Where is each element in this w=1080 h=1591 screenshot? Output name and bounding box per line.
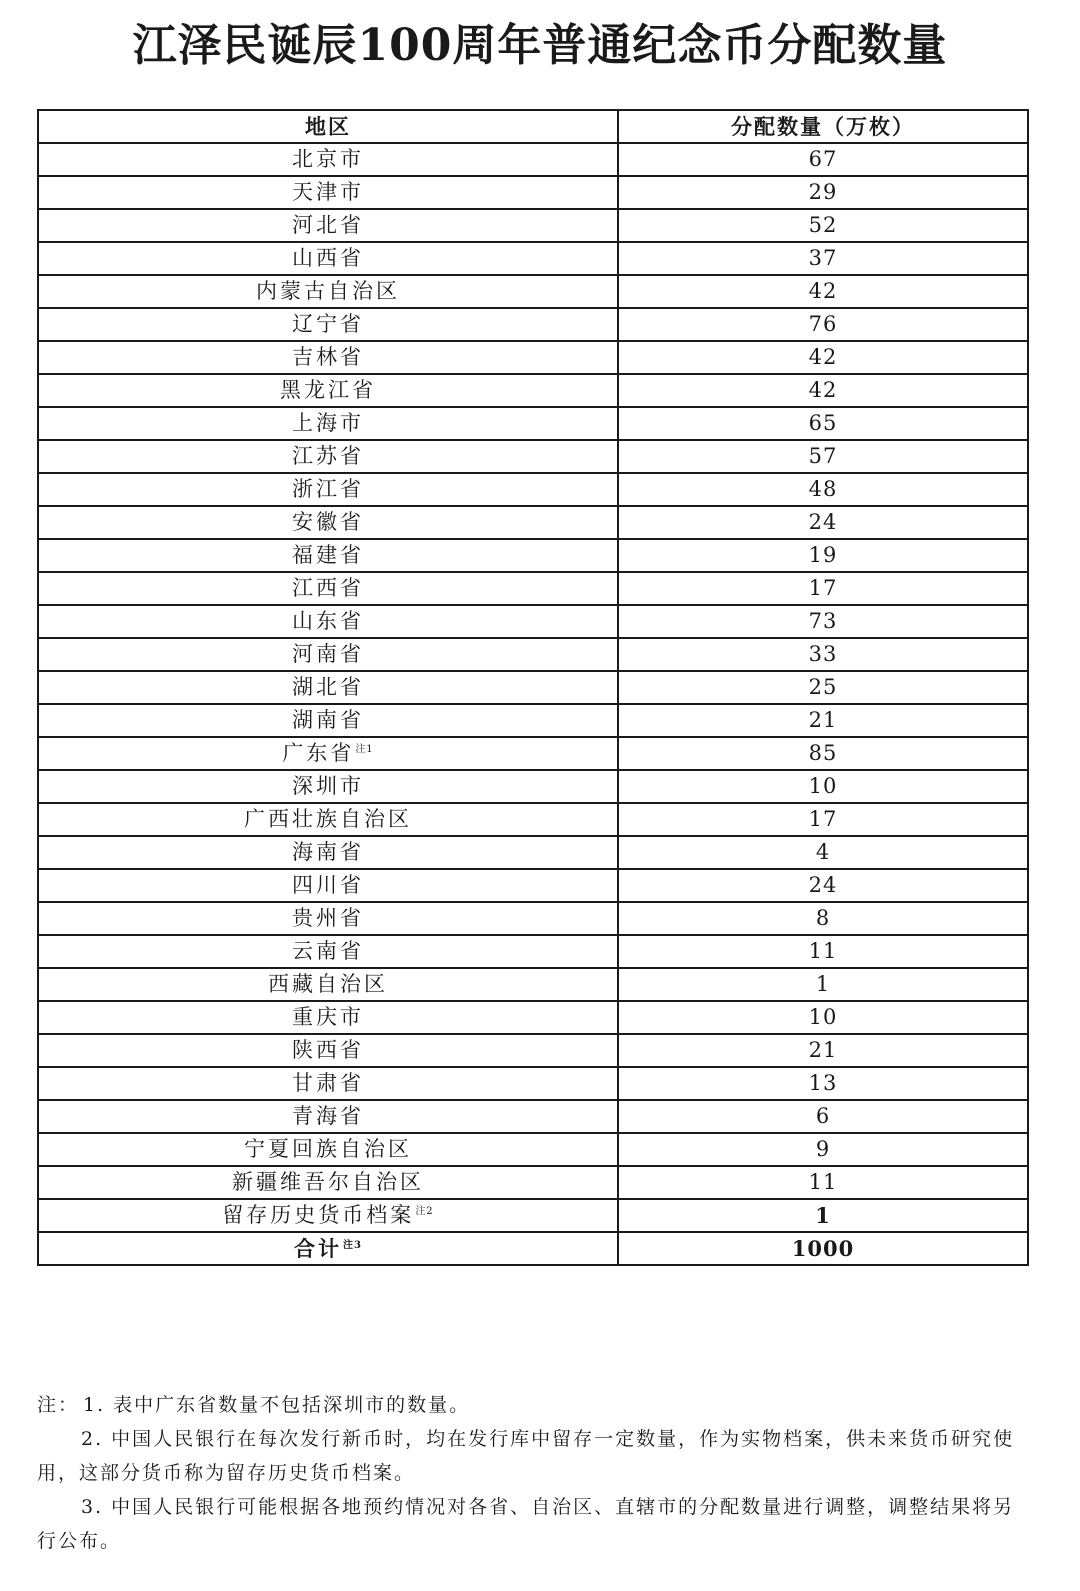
region-column-header: 地区: [38, 110, 618, 143]
total-label-cell: [38, 1232, 618, 1265]
table-body: [38, 143, 1028, 1265]
amount-cell: [618, 605, 1028, 638]
table-row: [38, 704, 1028, 737]
amount-cell: [618, 1166, 1028, 1199]
amount-cell: [618, 704, 1028, 737]
region-name: 湖南省: [292, 708, 364, 732]
table-row: [38, 1067, 1028, 1100]
table-total-row: [38, 1232, 1028, 1265]
table-row: [38, 1199, 1028, 1232]
region-cell: [38, 1199, 618, 1232]
region-cell: [38, 572, 618, 605]
region-name: 河北省: [292, 213, 364, 237]
allocation-table: [37, 109, 1029, 1266]
amount-value: 1: [815, 972, 831, 996]
amount-cell: [618, 308, 1028, 341]
table-row: [38, 374, 1028, 407]
amount-cell: [618, 1100, 1028, 1133]
region-cell: [38, 605, 618, 638]
amount-cell: [618, 242, 1028, 275]
region-name: 海南省: [292, 840, 364, 864]
table-row: [38, 1001, 1028, 1034]
amount-value: 10: [808, 774, 838, 798]
region-cell: [38, 209, 618, 242]
table-row: [38, 572, 1028, 605]
region-name: 湖北省: [292, 675, 364, 699]
table-row: [38, 935, 1028, 968]
footnote-3-text: 3. 中国人民银行可能根据各地预约情况对各省、自治区、直辖市的分配数量进行调整，调整结果将另行公布。: [37, 1496, 1015, 1552]
region-name: 新疆维吾尔自治区: [232, 1170, 424, 1194]
amount-cell: [618, 176, 1028, 209]
amount-value: 4: [815, 840, 831, 864]
table-row: [38, 242, 1028, 275]
amount-cell: [618, 935, 1028, 968]
table-row: [38, 836, 1028, 869]
region-cell: [38, 902, 618, 935]
region-cell: [38, 275, 618, 308]
amount-value: 10: [808, 1005, 838, 1029]
amount-value: 9: [815, 1137, 831, 1161]
amount-cell: [618, 869, 1028, 902]
region-name: 安徽省: [292, 510, 364, 534]
table-row: [38, 473, 1028, 506]
region-name: 四川省: [292, 873, 364, 897]
footnote-marker: 注3: [343, 1240, 362, 1251]
region-name: 上海市: [292, 411, 364, 435]
region-cell: [38, 737, 618, 770]
amount-cell: [618, 968, 1028, 1001]
amount-cell: [618, 671, 1028, 704]
amount-cell: [618, 1199, 1028, 1232]
region-name: 福建省: [292, 543, 364, 567]
table-row: [38, 869, 1028, 902]
region-cell: [38, 935, 618, 968]
amount-cell: [618, 407, 1028, 440]
amount-value: 11: [808, 939, 838, 963]
region-cell: [38, 473, 618, 506]
region-cell: [38, 242, 618, 275]
footnote-3: [37, 1490, 1027, 1558]
region-cell: [38, 704, 618, 737]
amount-value: 42: [808, 345, 838, 369]
region-name: 辽宁省: [292, 312, 364, 336]
region-name: 广东省: [282, 741, 355, 765]
amount-cell: [618, 275, 1028, 308]
footnotes: [37, 1388, 1027, 1558]
region-cell: [38, 143, 618, 176]
amount-cell: [618, 1001, 1028, 1034]
table-row: [38, 275, 1028, 308]
amount-cell: [618, 374, 1028, 407]
amount-value: 57: [808, 444, 838, 468]
table-row: [38, 209, 1028, 242]
amount-cell: [618, 572, 1028, 605]
footnote-1: [37, 1388, 1027, 1422]
region-name: 贵州省: [292, 906, 364, 930]
region-name: 江西省: [292, 576, 364, 600]
amount-value: 67: [808, 147, 838, 171]
amount-value: 73: [808, 609, 838, 633]
region-cell: [38, 968, 618, 1001]
document-title: 江泽民诞辰100周年普通纪念币分配数量: [132, 20, 948, 71]
region-name: 北京市: [292, 147, 364, 171]
region-name: 云南省: [292, 939, 364, 963]
amount-value: 29: [808, 180, 838, 204]
region-name: 山东省: [292, 609, 364, 633]
footnote-2: [37, 1422, 1027, 1490]
table-row: [38, 803, 1028, 836]
amount-value: 76: [808, 312, 838, 336]
table-row: [38, 341, 1028, 374]
table-row: [38, 1100, 1028, 1133]
table-row: [38, 440, 1028, 473]
region-cell: [38, 1001, 618, 1034]
region-cell: [38, 1034, 618, 1067]
amount-cell: [618, 803, 1028, 836]
region-name: 深圳市: [292, 774, 364, 798]
region-cell: [38, 1133, 618, 1166]
amount-value: 8: [815, 906, 831, 930]
region-name: 青海省: [292, 1104, 364, 1128]
region-cell: [38, 506, 618, 539]
table-row: [38, 638, 1028, 671]
table-row: [38, 176, 1028, 209]
amount-value: 37: [808, 246, 838, 270]
region-name: 天津市: [292, 180, 364, 204]
table-row: [38, 737, 1028, 770]
total-label: 合计: [294, 1236, 343, 1261]
amount-value: 65: [808, 411, 838, 435]
amount-value: 42: [808, 378, 838, 402]
amount-cell: [618, 770, 1028, 803]
table-row: [38, 671, 1028, 704]
region-name: 内蒙古自治区: [256, 279, 400, 303]
region-name: 留存历史货币档案: [222, 1203, 415, 1227]
region-cell: [38, 1100, 618, 1133]
region-cell: [38, 308, 618, 341]
region-name: 广西壮族自治区: [244, 807, 412, 831]
amount-value: 25: [808, 675, 838, 699]
amount-cell: [618, 836, 1028, 869]
amount-value: 24: [808, 873, 838, 897]
region-cell: [38, 341, 618, 374]
region-cell: [38, 1166, 618, 1199]
amount-value: 48: [808, 477, 838, 501]
table-header-row: [38, 110, 1028, 143]
region-name: 宁夏回族自治区: [244, 1137, 412, 1161]
amount-value: 1: [815, 1203, 831, 1228]
region-cell: [38, 407, 618, 440]
footnote-prefix: 注：: [37, 1394, 80, 1416]
amount-value: 42: [808, 279, 838, 303]
region-cell: [38, 836, 618, 869]
region-cell: [38, 869, 618, 902]
region-name: 吉林省: [292, 345, 364, 369]
amount-value: 85: [808, 741, 838, 765]
region-cell: [38, 1067, 618, 1100]
amount-cell: [618, 473, 1028, 506]
amount-cell: [618, 902, 1028, 935]
region-name: 黑龙江省: [280, 378, 376, 402]
amount-cell: [618, 143, 1028, 176]
footnote-marker: 注1: [355, 744, 374, 755]
amount-cell: [618, 209, 1028, 242]
amount-value: 17: [808, 576, 838, 600]
table-row: [38, 968, 1028, 1001]
table-row: [38, 605, 1028, 638]
region-name: 江苏省: [292, 444, 364, 468]
table-row: [38, 407, 1028, 440]
region-cell: [38, 803, 618, 836]
footnote-2-text: 2. 中国人民银行在每次发行新币时，均在发行库中留存一定数量，作为实物档案，供未来货币研究使用，这部分货币称为留存历史货币档案。: [37, 1428, 1015, 1484]
amount-value: 21: [808, 1038, 838, 1062]
amount-value: 17: [808, 807, 838, 831]
amount-value: 19: [808, 543, 838, 567]
amount-cell: [618, 1067, 1028, 1100]
amount-value: 33: [808, 642, 838, 666]
region-name: 重庆市: [292, 1005, 364, 1029]
amount-value: 6: [815, 1104, 831, 1128]
region-cell: [38, 374, 618, 407]
table-row: [38, 539, 1028, 572]
table-row: [38, 1034, 1028, 1067]
amount-value: 52: [808, 213, 838, 237]
amount-cell: [618, 440, 1028, 473]
total-amount: 1000: [791, 1236, 855, 1261]
region-cell: [38, 539, 618, 572]
region-name: 陕西省: [292, 1038, 364, 1062]
total-amount-cell: [618, 1232, 1028, 1265]
region-cell: [38, 638, 618, 671]
amount-value: 13: [808, 1071, 838, 1095]
amount-value: 21: [808, 708, 838, 732]
region-name: 甘肃省: [292, 1071, 364, 1095]
region-cell: [38, 176, 618, 209]
amount-cell: [618, 737, 1028, 770]
amount-cell: [618, 638, 1028, 671]
table-row: [38, 506, 1028, 539]
amount-cell: [618, 1133, 1028, 1166]
amount-cell: [618, 1034, 1028, 1067]
footnote-marker: 注2: [415, 1206, 434, 1217]
amount-value: 11: [808, 1170, 838, 1194]
amount-value: 24: [808, 510, 838, 534]
table-row: [38, 143, 1028, 176]
footnote-1-text: 1. 表中广东省数量不包括深圳市的数量。: [83, 1394, 471, 1416]
table-row: [38, 308, 1028, 341]
amount-cell: [618, 539, 1028, 572]
region-cell: [38, 440, 618, 473]
region-name: 浙江省: [292, 477, 364, 501]
region-cell: [38, 770, 618, 803]
region-name: 山西省: [292, 246, 364, 270]
amount-cell: [618, 506, 1028, 539]
region-name: 河南省: [292, 642, 364, 666]
amount-column-header: 分配数量（万枚）: [618, 110, 1028, 143]
table-row: [38, 1133, 1028, 1166]
table-row: [38, 1166, 1028, 1199]
table-row: [38, 902, 1028, 935]
table-row: [38, 770, 1028, 803]
amount-cell: [618, 341, 1028, 374]
region-cell: [38, 671, 618, 704]
region-name: 西藏自治区: [268, 972, 388, 996]
